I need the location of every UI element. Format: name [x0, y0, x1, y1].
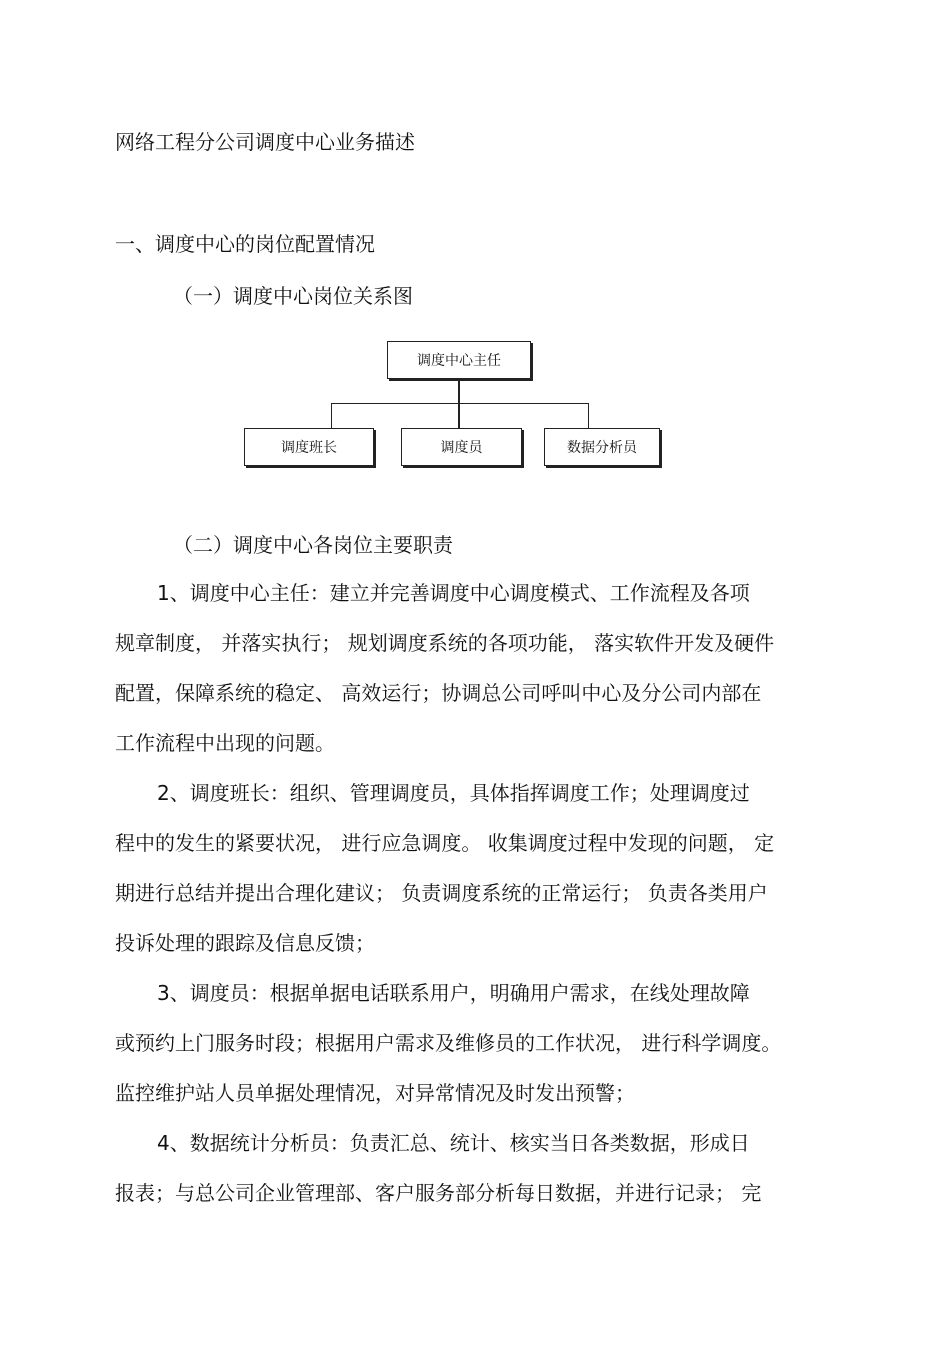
paragraph-line: 投诉处理的跟踪及信息反馈； — [115, 931, 375, 955]
org-connector-right — [588, 403, 589, 428]
org-child-label: 调度班长 — [281, 440, 337, 456]
paragraph-line: 报表；与总公司企业管理部、客户服务部分析每日数据，并进行记录； 完 — [115, 1181, 762, 1205]
paragraph-line: 监控维护站人员单据处理情况，对异常情况及时发出预警； — [115, 1081, 635, 1105]
paragraph-line: 程中的发生的紧要状况， 进行应急调度。 收集调度过程中发现的问题， 定 — [115, 831, 775, 855]
paragraph-line: 或预约上门服务时段；根据用户需求及维修员的工作状况， 进行科学调度。 — [115, 1031, 782, 1055]
org-connector-bar — [331, 403, 589, 404]
document-title: 网络工程分公司调度中心业务描述 — [115, 130, 415, 154]
org-connector-left — [331, 403, 332, 428]
paragraph-line: 规章制度， 并落实执行； 规划调度系统的各项功能， 落实软件开发及硬件 — [115, 631, 775, 655]
org-child-box — [244, 428, 374, 466]
org-child-label: 数据分析员 — [567, 440, 637, 456]
paragraph-line: 4、数据统计分析员：负责汇总、统计、核实当日各类数据，形成日 — [157, 1131, 750, 1155]
paragraph-line: 1、调度中心主任：建立并完善调度中心调度模式、工作流程及各项 — [157, 581, 750, 605]
paragraph-line: 2、调度班长：组织、管理调度员，具体指挥调度工作；处理调度过 — [157, 781, 750, 805]
subsection-heading-org-chart: （一）调度中心岗位关系图 — [173, 284, 413, 308]
org-child-label: 调度员 — [440, 440, 483, 456]
paragraph-line: 3、调度员：根据单据电话联系用户，明确用户需求，在线处理故障 — [157, 981, 750, 1005]
org-child-box — [401, 428, 522, 466]
paragraph-line: 期进行总结并提出合理化建议； 负责调度系统的正常运行； 负责各类用户 — [115, 881, 768, 905]
section-heading-1: 一、调度中心的岗位配置情况 — [115, 232, 375, 256]
paragraph-line: 配置，保障系统的稳定、 高效运行；协调总公司呼叫中心及分公司内部在 — [115, 681, 762, 705]
paragraph-line: 工作流程中出现的问题。 — [115, 731, 335, 755]
org-root-box — [387, 341, 531, 379]
org-root-label: 调度中心主任 — [417, 353, 501, 369]
subsection-heading-duties: （二）调度中心各岗位主要职责 — [173, 533, 453, 557]
org-child-box — [544, 428, 660, 466]
